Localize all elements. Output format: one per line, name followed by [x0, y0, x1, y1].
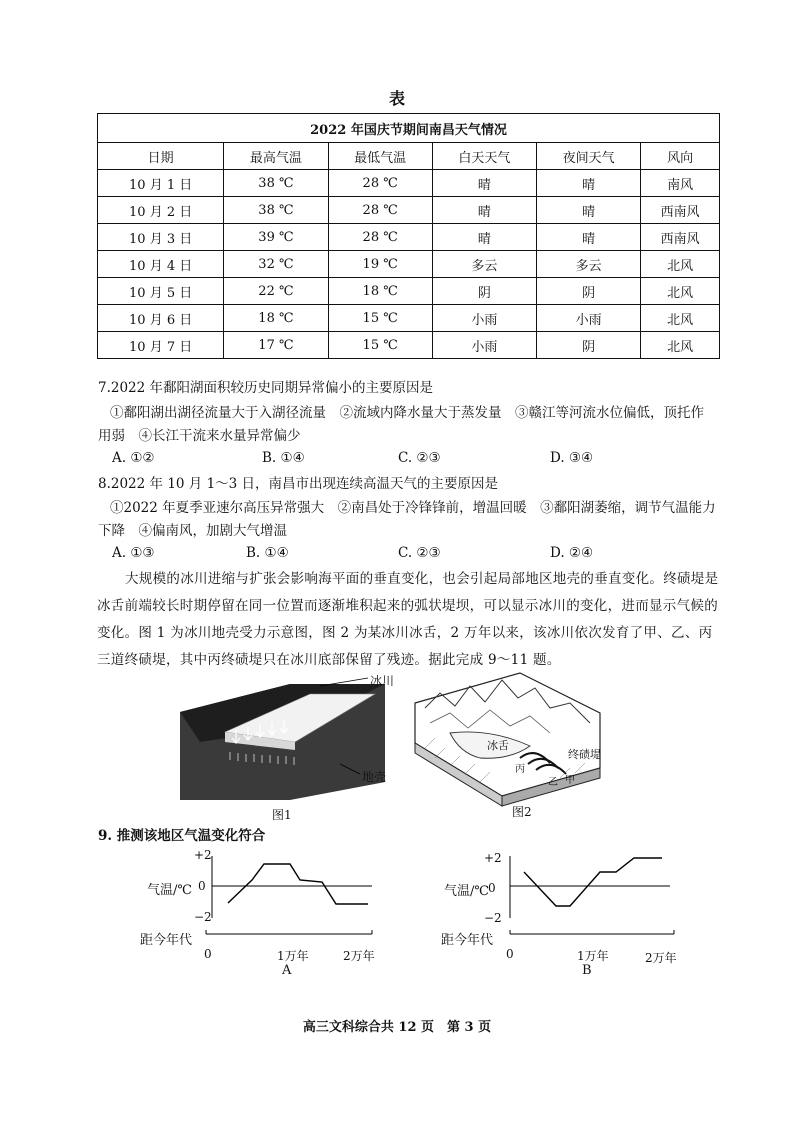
graph-b-line	[524, 858, 662, 906]
header-cell: 风向	[641, 143, 720, 170]
table-cell: 19 ℃	[328, 251, 432, 278]
graph-a-xtick-0: 0	[204, 947, 212, 961]
q8-option-d: D. ②④	[550, 545, 594, 561]
header-cell: 夜间天气	[537, 143, 641, 170]
graph-a-xaxis-label: 距今年代	[140, 933, 193, 948]
table-row	[98, 332, 720, 359]
fig1-label-glacier: 冰川	[370, 674, 395, 688]
table-cell: 18 ℃	[328, 278, 432, 305]
q8-option-a: A. ①③	[112, 545, 155, 561]
figure-2-glacier-tongue	[410, 668, 610, 808]
table-cell: 北风	[641, 278, 720, 305]
table-cell: 10 月 7 日	[98, 332, 224, 359]
table-cell: 小雨	[432, 305, 536, 332]
fig2-label-yi: 乙	[548, 777, 558, 788]
table-cell: 小雨	[432, 332, 536, 359]
graph-a-xtick-2: 2万年	[343, 949, 375, 963]
q7-line1: ①鄱阳湖出湖径流量大于入湖径流量 ②流域内降水量大于蒸发量 ③赣江等河流水位偏低，顶托作	[110, 405, 704, 421]
fig2-caption: 图2	[512, 805, 532, 819]
table-cell: 晴	[432, 170, 536, 197]
q9-stem: 9. 推测该地区气温变化符合	[98, 828, 266, 844]
table-cell: 28 ℃	[328, 197, 432, 224]
graph-b-xtick-0: 0	[506, 947, 514, 961]
table-cell: 小雨	[537, 305, 641, 332]
table-cell: 10 月 2 日	[98, 197, 224, 224]
q7-option-d: D. ③④	[550, 450, 594, 466]
graph-a-ytick-plus2: +2	[194, 848, 212, 862]
q7-option-a: A. ①②	[112, 450, 155, 466]
header-cell: 最低气温	[328, 143, 432, 170]
table-cell: 北风	[641, 332, 720, 359]
graph-a-ylabel: 气温/℃	[147, 883, 192, 898]
table-cell: 28 ℃	[328, 224, 432, 251]
table-cell: 10 月 1 日	[98, 170, 224, 197]
table-cell: 阴	[432, 278, 536, 305]
table-cell: 38 ℃	[224, 170, 328, 197]
table-row	[98, 170, 720, 197]
page-title: 表	[388, 89, 405, 108]
q8-option-b: B. ①④	[246, 545, 289, 561]
graph-a-ytick-zero: 0	[198, 879, 206, 893]
header-cell: 日期	[98, 143, 224, 170]
table-cell: 南风	[641, 170, 720, 197]
graph-b-ytick-minus2: −2	[484, 911, 502, 925]
q8-option-c: C. ②③	[398, 545, 441, 561]
table-cell: 10 月 6 日	[98, 305, 224, 332]
table-cell: 28 ℃	[328, 170, 432, 197]
fig1-label-crust: 地壳	[362, 770, 387, 784]
page-footer: 高三文科综合共 12 页 第 3 页	[302, 1020, 492, 1035]
header-cell: 最高气温	[224, 143, 328, 170]
table-caption: 2022 年国庆节期间南昌天气情况	[98, 114, 720, 143]
fig2-label-jia: 甲	[565, 775, 575, 786]
graph-b-xaxis-label: 距今年代	[441, 933, 494, 948]
table-cell: 晴	[432, 224, 536, 251]
table-cell: 阴	[537, 332, 641, 359]
q8-line1: ①2022 年夏季亚速尔高压异常强大 ②南昌处于冷锋锋前，增温回暖 ③鄱阳湖萎缩，调节气温能力	[110, 500, 716, 516]
table-cell: 多云	[537, 251, 641, 278]
table-cell: 北风	[641, 305, 720, 332]
fig1-caption: 图1	[272, 808, 292, 822]
table-cell: 15 ℃	[328, 332, 432, 359]
table-cell: 阴	[537, 278, 641, 305]
fig2-label-tongue: 冰舌	[487, 739, 509, 752]
weather-table	[97, 113, 720, 359]
table-cell: 多云	[432, 251, 536, 278]
q7-line2: 用弱 ④长江干流来水量异常偏少	[98, 428, 301, 444]
fig2-label-moraine: 终碛堤	[568, 748, 601, 761]
table-cell: 晴	[537, 197, 641, 224]
table-cell: 22 ℃	[224, 278, 328, 305]
passage: 大规模的冰川进缩与扩张会影响海平面的垂直变化，也会引起局部地区地壳的垂直变化。终碛堤是冰舌前端较长时期停留在同一位置而逐渐堆积起来的弧状堤坝，可以显示冰川的变化，进而显示气候的变化。图 1 为冰川地壳受力示意图，图 2 为某冰川冰舌，2 万年以来，该冰川依次发育了甲、乙、丙三道终碛堤，其中丙终碛堤只在冰川底部保留了残迹。据此完成 9～11 题。	[97, 571, 719, 668]
table-cell: 西南风	[641, 224, 720, 251]
table-row	[98, 251, 720, 278]
graph-a-caption: A	[282, 963, 292, 978]
table-cell: 38 ℃	[224, 197, 328, 224]
graph-b-caption: B	[582, 963, 592, 978]
table-cell: 西南风	[641, 197, 720, 224]
table-cell: 39 ℃	[224, 224, 328, 251]
graph-a-line	[228, 864, 368, 904]
table-row	[98, 197, 720, 224]
table-row	[98, 278, 720, 305]
graph-a-ytick-minus2: −2	[194, 910, 212, 924]
fig2-label-bing: 丙	[515, 764, 525, 775]
table-row	[98, 224, 720, 251]
table-cell: 10 月 3 日	[98, 224, 224, 251]
table-cell: 15 ℃	[328, 305, 432, 332]
table-cell: 晴	[537, 170, 641, 197]
graph-a-xtick-1: 1万年	[277, 949, 309, 963]
graph-b-xtick-1: 1万年	[577, 949, 609, 963]
graph-b-ytick-zero: 0	[488, 881, 496, 895]
table-cell: 18 ℃	[224, 305, 328, 332]
graph-b-xtick-2: 2万年	[645, 951, 677, 965]
table-cell: 32 ℃	[224, 251, 328, 278]
graph-b-ylabel: 气温/℃	[444, 884, 489, 899]
table-cell: 10 月 4 日	[98, 251, 224, 278]
table-cell: 北风	[641, 251, 720, 278]
q7-option-b: B. ①④	[262, 450, 305, 466]
table-cell: 17 ℃	[224, 332, 328, 359]
q7-stem: 7.2022 年鄱阳湖面积较历史同期异常偏小的主要原因是	[98, 380, 434, 396]
table-header-row	[98, 143, 720, 170]
table-row	[98, 305, 720, 332]
graph-b-ytick-plus2: +2	[484, 851, 502, 865]
table-cell: 晴	[432, 197, 536, 224]
q7-option-c: C. ②③	[398, 450, 441, 466]
table-cell: 10 月 5 日	[98, 278, 224, 305]
q8-line2: 下降 ④偏南风，加剧大气增温	[98, 523, 287, 539]
table-cell: 晴	[537, 224, 641, 251]
header-cell: 白天天气	[432, 143, 536, 170]
q8-stem: 8.2022 年 10 月 1～3 日，南昌市出现连续高温天气的主要原因是	[98, 476, 499, 492]
